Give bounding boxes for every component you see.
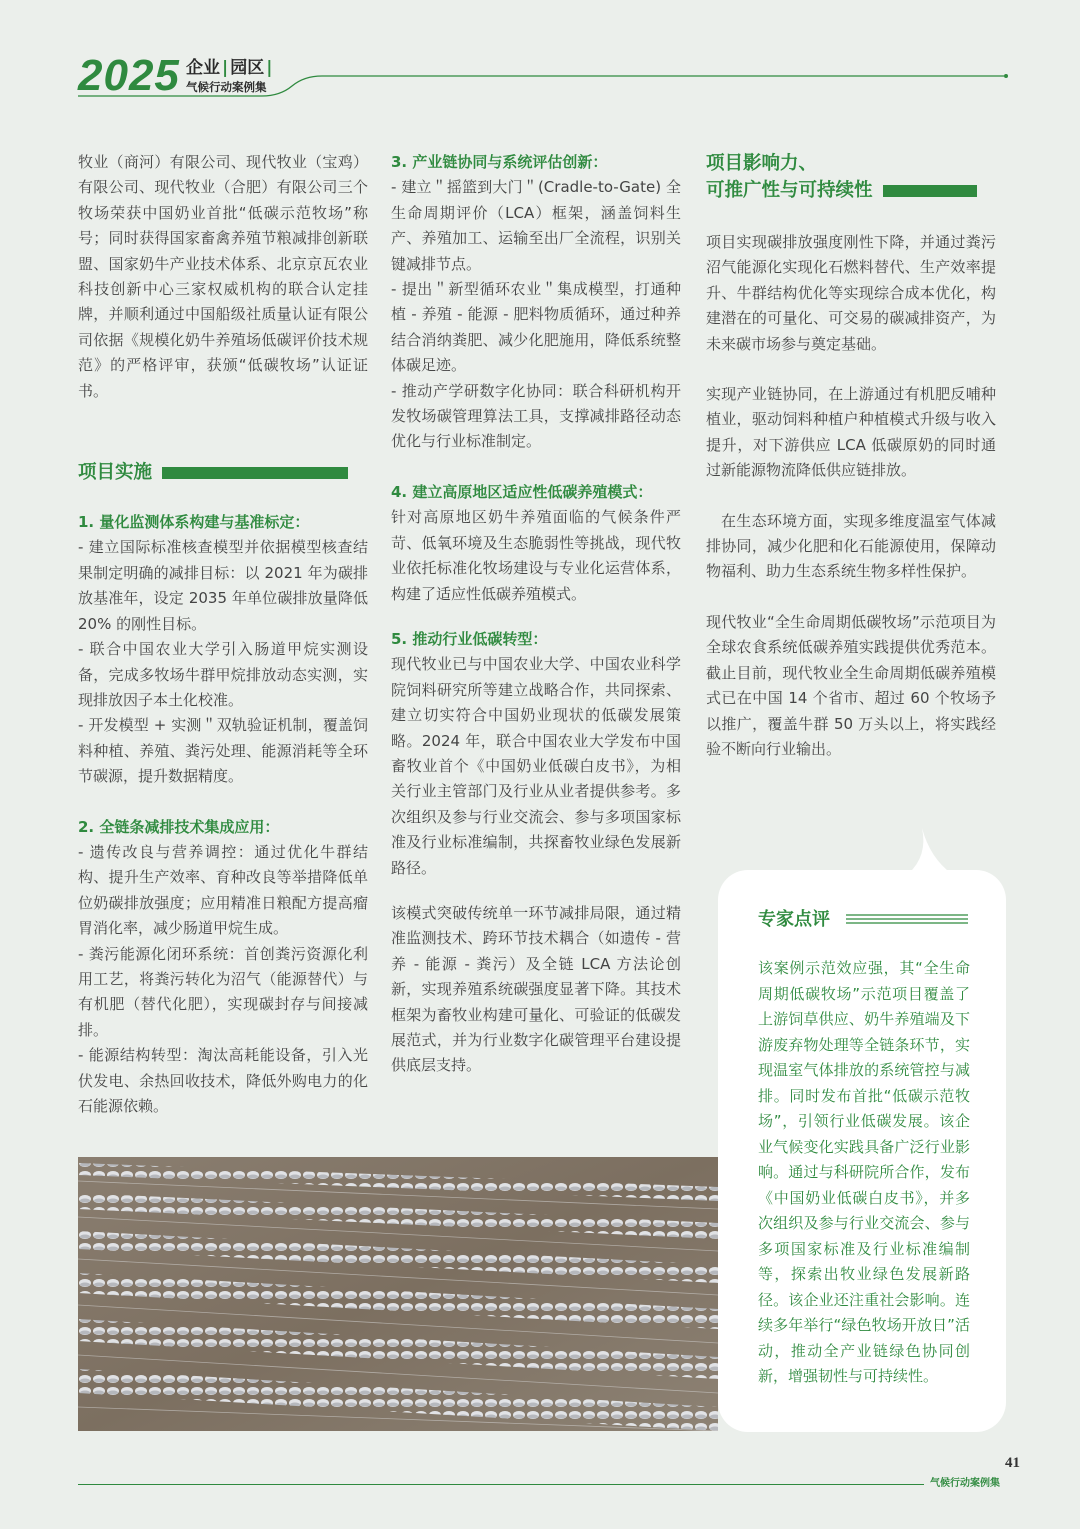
subsection-2-item-3: - 能源结构转型：淘汰高耗能设备，引入光伏发电、余热回收技术，降低外购电力的化石能源依赖。 (78, 1046, 368, 1115)
header-separator-2: | (266, 58, 273, 78)
subsection-3-item-3: - 推动产学研数字化协同：联合科研机构开发牧场碳管理算法工具，支撑减排路径动态优化与行业标准制定。 (391, 381, 681, 451)
header-title-part1: 企业 (186, 58, 220, 78)
column-left (78, 150, 368, 1119)
impact-paragraph-1: 项目实现碳排放强度刚性下降，并通过粪污沼气能源化实现化石燃料替代、生产效率提升、牛群结构优化等实现综合成本优化，构建潜在的可量化、可交易的碳减排资产，为未来碳市场参与奠定基础。 (706, 233, 996, 353)
farm-aerial-photo (78, 1157, 718, 1431)
section-title-implementation (78, 459, 368, 486)
section-title-text: 项目实施 (78, 462, 153, 484)
header-title-part2: 园区 (230, 58, 265, 78)
subsection-3-item-1: - 建立＂摇篮到大门＂(Cradle-to-Gate) 全生命周期评价（LCA）框架，涵盖饲料生产、养殖加工、运输至出厂全流程，识别关键减排节点。 (391, 178, 681, 273)
expert-comment-title: 专家点评 (758, 909, 830, 930)
footer-line (78, 1484, 924, 1485)
subsection-2-title: 2. 全链条减排技术集成应用： (78, 817, 280, 836)
header-decorative-line (0, 0, 1080, 110)
section-title-bar (162, 467, 348, 479)
subsection-3-item-2: - 提出＂新型循环农业＂集成模型，打通种植 - 养殖 - 能源 - 肥料物质循环，通过种养结合消纳粪肥、减少化肥施用，降低系统整体碳足迹。 (391, 280, 681, 375)
intro-paragraph: 牧业（商河）有限公司、现代牧业（宝鸡）有限公司、现代牧业（合肥）有限公司三个牧场荣获中国奶业首批“低碳示范牧场”称号；同时获得国家畜禽养殖节粮减排创新联盟、国家奶牛产业技术体系、北京京瓦农业科技创新中心三家权威机构的联合认定挂牌，并顺利通过中国船级社质量认证有限公司依据《规模化奶牛养殖场低碳评价技术规范》的严格评审，获颁“低碳牧场”认证证书。 (78, 153, 368, 400)
subsection-1-item-2: - 联合中国农业大学引入肠道甲烷实测设备，完成多牧场牛群甲烷排放动态实测，实现排放因子本土化校准。 (78, 640, 368, 709)
column-right (706, 150, 996, 762)
expert-comment-text: 该案例示范效应强，其“全生命周期低碳牧场”示范项目覆盖了上游饲草供应、奶牛养殖端及下游废弃物处理等全链条环节，实现温室气体排放的系统管控与减排。同时发布首批“低碳示范牧场”，引领行业低碳发展。该企业气候变化实践具备广泛行业影响。通过与科研院所合作，发布《中国奶业低碳白皮书》，并多次组织及参与行业交流会、参与多项国家标准及行业标准编制等，探索出牧业绿色发展新路径。该企业还注重社会影响。连续多年举行“绿色牧场开放日”活动，推动全产业链绿色协同创新，增强韧性与可持续性。 (758, 959, 970, 1385)
impact-paragraph-2: 实现产业链协同，在上游通过有机肥反哺种植业，驱动饲料种植户种植模式升级与收入提升，对下游供应 LCA 低碳原奶的同时通过新能源物流降低供应链排放。 (706, 385, 996, 480)
subsection-1-item-3: - 开发模型 + 实测＂双轨验证机制，覆盖饲料种植、养殖、粪污处理、能源消耗等全环节碳源，提升数据精度。 (78, 716, 368, 786)
subsection-5-title: 5. 推动行业低碳转型： (391, 629, 548, 648)
header-separator-1: | (222, 58, 229, 78)
page-number: 41 (1005, 1455, 1020, 1471)
column-middle (391, 150, 681, 1079)
subsection-3-title: 3. 产业链协同与系统评估创新： (391, 153, 608, 171)
subsection-2-item-2: - 粪污能源化闭环系统：首创粪污资源化利用工艺，将粪污转化为沼气（能源替代）与有机肥（替代化肥），实现碳封存与间接减排。 (78, 944, 368, 1039)
impact-title-line-1: 项目影响力、 (706, 153, 818, 174)
summary-paragraph: 该模式突破传统单一环节减排局限，通过精准监测技术、跨环节技术耦合（如遗传 - 营养 - 能源 - 粪污）及全链 LCA 方法论创新，实现养殖系统碳强度显著下降。其技术框架为畜牧业构建可量化、可验证的低碳发展范式，并为行业数字化碳管理平台建设提供底层支持。 (391, 903, 681, 1075)
impact-title-bar (883, 185, 977, 197)
subsection-2-item-1: - 遗传改良与营养调控：通过优化牛群结构、提升生产效率、育种改良等举措降低单位奶碳排放强度；应用精准日粮配方提高瘤胃消化率，减少肠道甲烷生成。 (78, 842, 368, 938)
subsection-1-item-1: - 建立国际标准核查模型并依据模型核查结果制定明确的减排目标：以 2021 年为碳排放基准年，设定 2035 年单位碳排放量降低 20% 的刚性目标。 (78, 538, 368, 633)
subsection-4-title: 4. 建立高原地区适应性低碳养殖模式： (391, 482, 653, 501)
header-year: 2025 (78, 51, 180, 100)
expert-title-lines (846, 913, 970, 927)
expert-comment-text-wrap (758, 956, 970, 1390)
impact-title-text: 可推广性与可持续性 (706, 180, 873, 201)
header-subtitle: 气候行动案例集 (186, 80, 267, 94)
impact-paragraph-3: 在生态环境方面，实现多维度温室气体减排协同，减少化肥和化石能源使用，保障动物福利、助力生态系统生物多样性保护。 (706, 511, 996, 581)
subsection-1-title: 1. 量化监测体系构建与基准标定： (78, 513, 310, 532)
impact-title-line-2 (706, 177, 996, 204)
footer-label: 气候行动案例集 (930, 1478, 1000, 1489)
subsection-4-paragraph: 针对高原地区奶牛养殖面临的气候条件严苛、低氧环境及生态脆弱性等挑战，现代牧业依托标准化牧场建设与专业化运营体系，构建了适应性低碳养殖模式。 (391, 508, 681, 603)
impact-paragraph-4: 现代牧业“全生命周期低碳牧场”示范项目为全球农食系统低碳养殖实践提供优秀范本。截止目前，现代牧业全生命周期低碳养殖模式已在中国 14 个省市、超过 60 个牧场予以推广，覆盖牛群 50 万头以上，将实践经验不断向行业输出。 (706, 612, 996, 758)
subsection-5-paragraph: 现代牧业已与中国农业大学、中国农业科学院饲料研究所等建立战略合作，共同探索、建立切实符合中国奶业现状的低碳发展策略。2024 年，联合中国农业大学发布中国畜牧业首个《中国奶业低碳白皮书》，为相关行业主管部门及行业从业者提供参考。多次组织及参与行业交流会、参与多项国家标准及行业标准编制，共探畜牧业绿色发展新路径。 (391, 655, 681, 877)
